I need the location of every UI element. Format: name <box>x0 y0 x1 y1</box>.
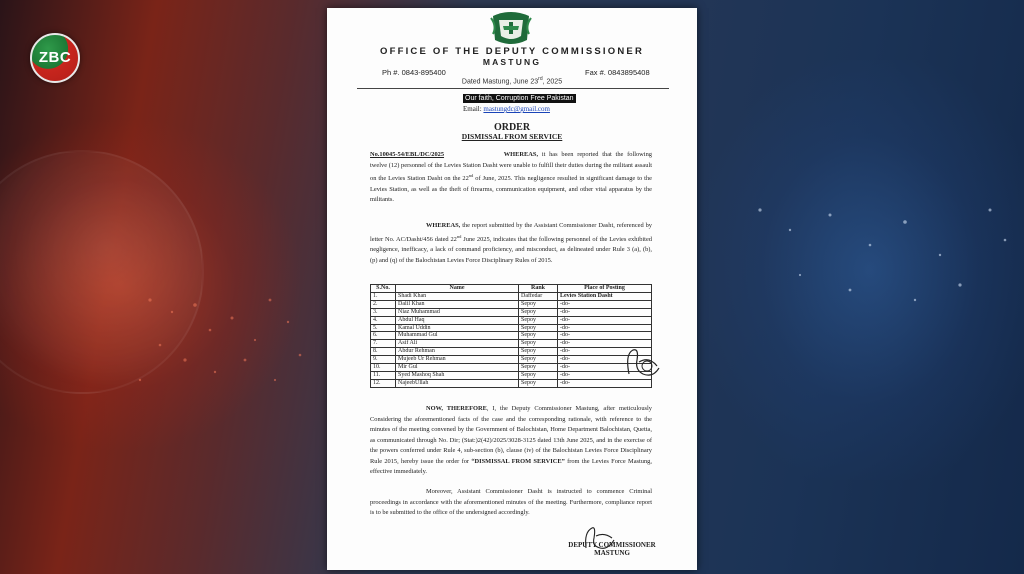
letterhead-district: MASTUNG <box>482 57 542 67</box>
cell-name: Mir Gul <box>396 364 519 372</box>
letterhead-date: Dated Mastung, June 23rd, 2025 <box>461 76 563 86</box>
cell-sno: 1. <box>371 292 396 300</box>
cell-rank: Daffedar <box>519 292 558 300</box>
dismissal-order-document <box>327 8 697 570</box>
cell-rank: Sepoy <box>519 340 558 348</box>
table-row <box>371 324 652 332</box>
email-link[interactable]: mastungdc@gmail.com <box>483 105 550 113</box>
cell-posting: -do- <box>558 371 652 379</box>
cell-posting: -do- <box>558 300 652 308</box>
cell-name: Mujeeb Ur Rehman <box>396 356 519 364</box>
cell-name: Asif Ali <box>396 340 519 348</box>
table-row <box>371 332 652 340</box>
signatory-district: MASTUNG <box>594 549 630 557</box>
cell-name: Niaz Muhammad <box>396 308 519 316</box>
cell-name: Kamal Uddin <box>396 324 519 332</box>
table-row <box>371 379 652 387</box>
order-subtitle: DISMISSAL FROM SERVICE <box>461 132 563 141</box>
cell-name: Dalil Khan <box>396 300 519 308</box>
table-row <box>371 316 652 324</box>
cell-name: Abdul Haq <box>396 316 519 324</box>
cell-rank: Sepoy <box>519 371 558 379</box>
table-row <box>371 300 652 308</box>
cell-sno: 12. <box>371 379 396 387</box>
cell-posting: -do- <box>558 379 652 387</box>
cell-name: Abdur Rehman <box>396 348 519 356</box>
cell-posting: -do- <box>558 356 652 364</box>
paragraph-moreover: Moreover, Assistant Commissioner Dasht is instructed to commence Criminal proceedings in accordance with the aforementioned minutes of the meeting. Furthermore, compliance report is to be submitted to the office of the undersigned accordingly. <box>370 488 652 516</box>
paragraph-whereas-2: WHEREAS, the report submitted by the Assistant Commissioner Dasht, referenced by letter No. AC/Dasht/456 dated 22nd June 2025, indicates that the following personnel of the Levies exhibited negligence, inefficacy, a lack of command proficiency, and misconduct, as delineated under Rule 3 (a), (b), (p) and (q) of the Balochistan Levies Force Disciplinary Rules of 2015. <box>370 222 652 264</box>
cell-rank: Sepoy <box>519 379 558 387</box>
header-name: Name <box>396 285 519 293</box>
table-row <box>371 364 652 372</box>
cell-rank: Sepoy <box>519 364 558 372</box>
cell-posting: -do- <box>558 316 652 324</box>
table-row <box>371 308 652 316</box>
cell-name: Shadi Khan <box>396 292 519 300</box>
cell-name: Muhammad Gul <box>396 332 519 340</box>
zbc-logo-text: ZBC <box>38 49 72 66</box>
table-row <box>371 356 652 364</box>
cell-name: NajeebUllah <box>396 379 519 387</box>
letterhead-office: OFFICE OF THE DEPUTY COMMISSIONER <box>379 46 645 57</box>
personnel-table <box>370 284 652 388</box>
cell-sno: 3. <box>371 308 396 316</box>
cell-sno: 5. <box>371 324 396 332</box>
header-sno: S.No. <box>371 285 396 293</box>
cell-sno: 6. <box>371 332 396 340</box>
cell-rank: Sepoy <box>519 356 558 364</box>
cell-posting: -do- <box>558 332 652 340</box>
cell-sno: 11. <box>371 371 396 379</box>
cell-rank: Sepoy <box>519 332 558 340</box>
signature-mark-right <box>623 344 665 382</box>
government-emblem-icon <box>487 10 535 48</box>
table-header-row <box>371 285 652 293</box>
cell-posting: -do- <box>558 364 652 372</box>
header-rank: Rank <box>519 285 558 293</box>
zbc-channel-logo <box>30 33 80 83</box>
order-title: ORDER <box>493 122 531 133</box>
cell-sno: 10. <box>371 364 396 372</box>
cell-sno: 4. <box>371 316 396 324</box>
cell-rank: Sepoy <box>519 348 558 356</box>
cell-sno: 2. <box>371 300 396 308</box>
letterhead-email: Email: mastungdc@gmail.com <box>463 105 550 113</box>
cell-rank: Sepoy <box>519 308 558 316</box>
table-row <box>371 348 652 356</box>
table-row <box>371 371 652 379</box>
cell-posting: Levies Station Dasht <box>558 292 652 300</box>
cell-rank: Sepoy <box>519 316 558 324</box>
cell-rank: Sepoy <box>519 300 558 308</box>
cell-sno: 9. <box>371 356 396 364</box>
table-row <box>371 292 652 300</box>
letterhead-phone: Ph #. 0843-895400 <box>382 68 446 77</box>
letterhead-fax: Fax #. 0843895408 <box>585 68 650 77</box>
cell-sno: 7. <box>371 340 396 348</box>
signatory-title: DEPUTY COMMISSIONER <box>568 541 656 549</box>
table-row <box>371 340 652 348</box>
cell-name: Syed Mashoq Shah <box>396 371 519 379</box>
cell-sno: 8. <box>371 348 396 356</box>
letterhead-motto: Our faith, Corruption Free Pakistan <box>465 95 574 102</box>
reference-number: No.10045-54/EBL/DC/2025 <box>370 151 445 158</box>
cell-rank: Sepoy <box>519 324 558 332</box>
cell-posting: -do- <box>558 324 652 332</box>
header-posting: Place of Posting <box>558 285 652 293</box>
letterhead-divider <box>357 88 669 89</box>
cell-posting: -do- <box>558 340 652 348</box>
cell-posting: -do- <box>558 348 652 356</box>
paragraph-whereas-1: No.10045-54/EBL/DC/2025 WHEREAS, it has been reported that the following twelve (12) personnel of the Levies Station Dasht were unable to fulfill their duties during the militant assault on the Levies Station Dasht on the 22nd of June, 2025. This negligence resulted in significant damage to the Levies Station, as well as the theft of firearms, communication equipment, and other vital apparatus by the militants. <box>370 151 652 204</box>
paragraph-now-therefore: NOW, THEREFORE, I, the Deputy Commissioner Mastung, after meticulously Considering the aforementioned facts of the case and the corresponding rationale, with reference to the minutes of the meeting convened by the Government of Balochistan, Home Department Balochistan, Quetta, as communicated through No. Dir; (Stat:)2(42)/2025/3028-3125 dated 13th June 2025, and in the exercise of the powers conferred under Rule 4, sub-section (b), clause (iv) of the Balochistan Levies Force Disciplinary Rule 2015, hereby issue the order for “DISMISSAL FROM SERVICE” from the Levies Force Mastung, effective immediately. <box>370 405 652 475</box>
cell-posting: -do- <box>558 308 652 316</box>
